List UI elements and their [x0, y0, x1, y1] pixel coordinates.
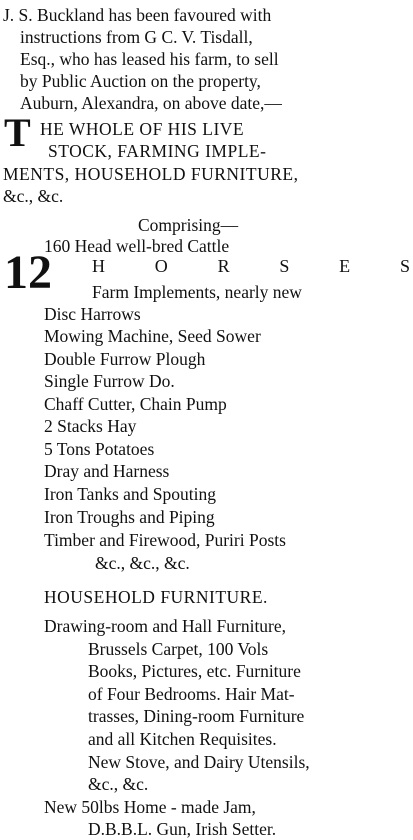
- comprising-label: Comprising—: [138, 215, 239, 235]
- household-line: and all Kitchen Requisites.: [88, 729, 277, 749]
- household-line: of Four Bedrooms. Hair Mat-: [88, 684, 295, 704]
- horses-letter: E: [339, 256, 351, 276]
- implement-item: Disc Harrows: [44, 304, 141, 324]
- horses-letter: O: [154, 256, 168, 276]
- household-line: Books, Pictures, etc. Furniture: [88, 661, 301, 681]
- intro-line-1: J. S. Buckland has been favoured with: [3, 5, 272, 25]
- implement-item: Mowing Machine, Seed Sower: [44, 326, 261, 346]
- headline-line-1: HE WHOLE OF HIS LIVE: [40, 119, 245, 139]
- implement-item: Iron Troughs and Piping: [44, 507, 215, 527]
- implement-item: Double Furrow Plough: [44, 349, 206, 369]
- cattle-line: 160 Head well-bred Cattle: [44, 236, 230, 256]
- implement-item: Single Furrow Do.: [44, 371, 175, 391]
- extras-line: D.B.B.L. Gun, Irish Setter.: [88, 819, 277, 839]
- household-line: &c., &c.: [88, 774, 149, 794]
- headline-line-4: &c., &c.: [3, 186, 64, 206]
- horses-heading: [92, 255, 410, 277]
- implement-etc: &c., &c., &c.: [95, 553, 190, 573]
- household-line: Drawing-room and Hall Furniture,: [44, 616, 287, 636]
- horses-letter: H: [92, 256, 105, 276]
- intro-line-5: Auburn, Alexandra, on above date,—: [20, 93, 282, 113]
- household-line: New Stove, and Dairy Utensils,: [88, 752, 310, 772]
- headline-line-3: MENTS, HOUSEHOLD FURNITURE,: [3, 164, 299, 184]
- extras-line: New 50lbs Home - made Jam,: [44, 797, 256, 817]
- headline-line-2: STOCK, FARMING IMPLE-: [48, 141, 267, 161]
- intro-line-2: instructions from G C. V. Tisdall,: [20, 27, 253, 47]
- household-line: Brussels Carpet, 100 Vols: [88, 639, 269, 659]
- implement-item: 5 Tons Potatoes: [44, 439, 155, 459]
- drop-cap: T: [4, 110, 31, 155]
- implement-item: Dray and Harness: [44, 461, 170, 481]
- intro-line-3: Esq., who has leased his farm, to sell: [20, 49, 279, 69]
- horses-letter: S: [399, 256, 410, 276]
- horses-letter: S: [279, 256, 290, 276]
- implement-item: 2 Stacks Hay: [44, 416, 137, 436]
- horses-count: 12: [4, 246, 52, 299]
- implement-item: Iron Tanks and Spouting: [44, 484, 216, 504]
- household-heading: HOUSEHOLD FURNITURE.: [44, 587, 268, 607]
- implements-heading: Farm Implements, nearly new: [92, 282, 302, 302]
- implement-item: Timber and Firewood, Puriri Posts: [44, 530, 286, 550]
- horses-letter: R: [217, 256, 230, 276]
- implement-item: Chaff Cutter, Chain Pump: [44, 394, 227, 414]
- household-line: trasses, Dining-room Furniture: [88, 706, 305, 726]
- intro-line-4: by Public Auction on the property,: [20, 71, 261, 91]
